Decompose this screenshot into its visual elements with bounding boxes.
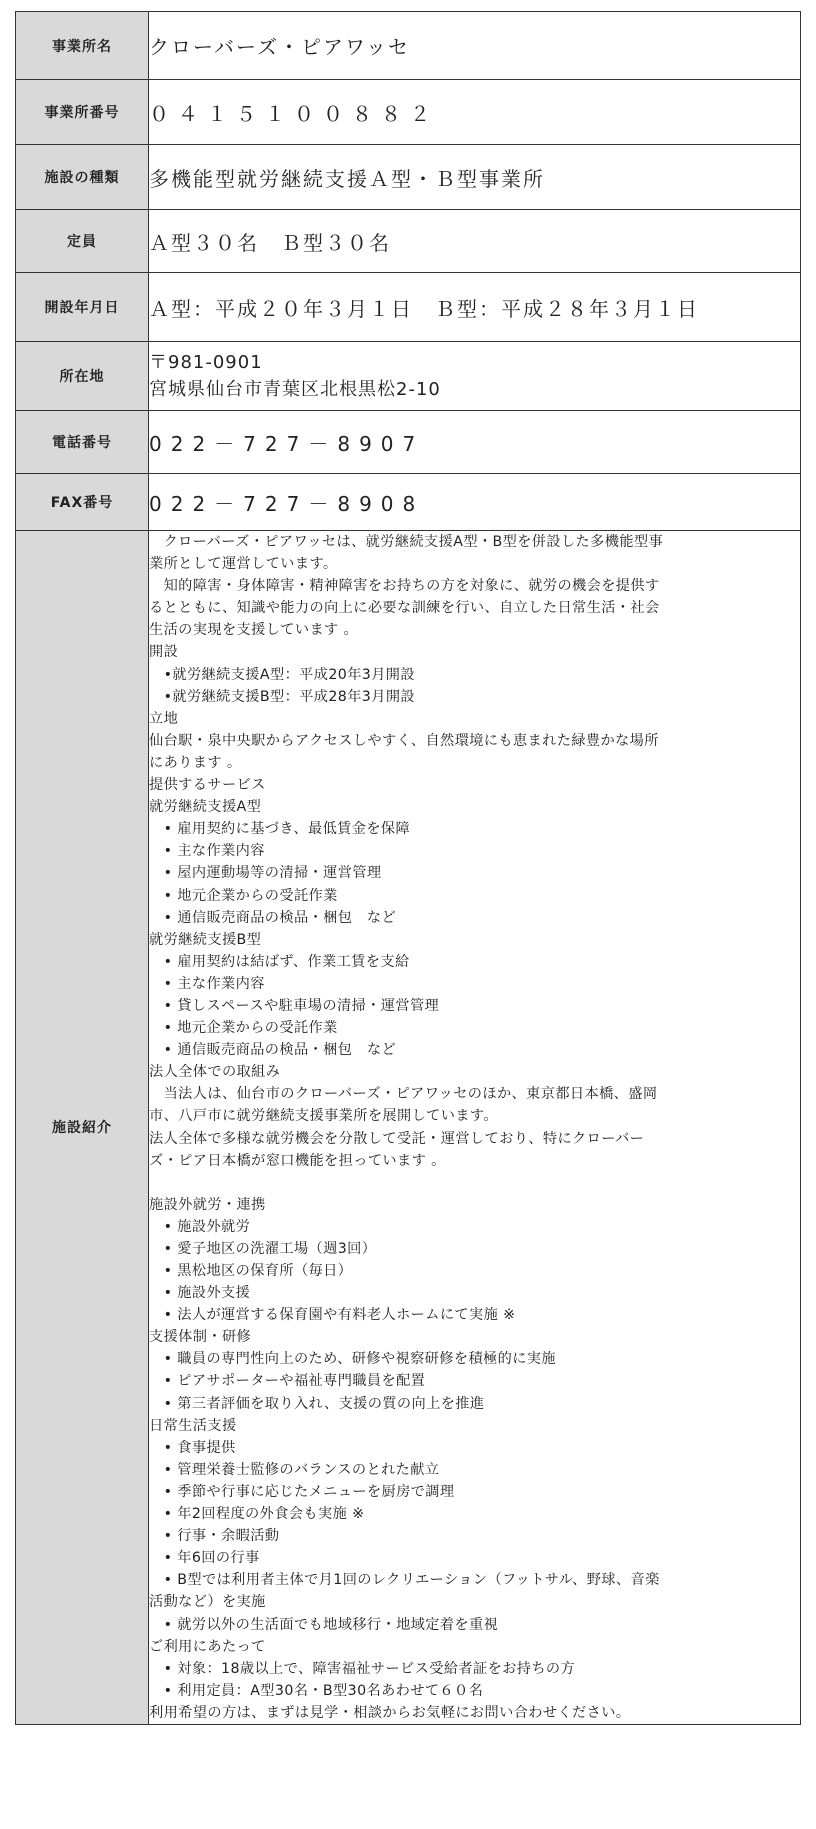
intro-line: 開設 bbox=[149, 644, 179, 661]
value-facility-name: クローバーズ・ピアワッセ bbox=[149, 12, 801, 80]
value-facility-type: 多機能型就労継続支援Ａ型・Ｂ型事業所 bbox=[149, 145, 801, 210]
intro-line: 活動など）を実施 bbox=[149, 1594, 266, 1611]
intro-line: 法人全体での取組み bbox=[149, 1064, 281, 1081]
intro-line: • 就労以外の生活面でも地域移行・地域定着を重視 bbox=[149, 1616, 499, 1633]
introduction-text bbox=[149, 531, 801, 1725]
intro-line: • 地元企業からの受託作業 bbox=[149, 1020, 338, 1037]
intro-line: るとともに、知識や能力の向上に必要な訓練を行い、自立した日常生活・社会 bbox=[149, 600, 660, 617]
value-address bbox=[149, 342, 801, 411]
intro-line: • 年6回の行事 bbox=[149, 1550, 260, 1567]
intro-line: • 施設外就労 bbox=[149, 1218, 251, 1235]
label-opened-date: 開設年月日 bbox=[16, 273, 149, 342]
intro-line: 施設外就労・連携 bbox=[149, 1196, 266, 1213]
intro-line: 業所として運営しています。 bbox=[149, 556, 338, 573]
intro-line: • 通信販売商品の検品・梱包 など bbox=[149, 909, 397, 926]
intro-line: 市、八戸市に就労継続支援事業所を展開しています。 bbox=[149, 1108, 498, 1125]
intro-line: ズ・ピア日本橋が窓口機能を担っています 。 bbox=[149, 1152, 446, 1169]
intro-line: • 通信販売商品の検品・梱包 など bbox=[149, 1042, 397, 1059]
intro-line: 知的障害・身体障害・精神障害をお持ちの方を対象に、就労の機会を提供す bbox=[149, 578, 660, 595]
label-introduction: 施設紹介 bbox=[16, 531, 149, 1725]
row-introduction bbox=[16, 531, 801, 1725]
intro-line: 就労継続支援A型 bbox=[149, 799, 262, 816]
intro-line bbox=[149, 1172, 800, 1194]
intro-line: • 主な作業内容 bbox=[149, 843, 265, 860]
row-facility-number bbox=[16, 80, 801, 145]
row-address bbox=[16, 342, 801, 411]
intro-line: 法人全体で多様な就労機会を分散して受託・運営しており、特にクローバー bbox=[149, 1130, 645, 1147]
intro-line: 立地 bbox=[149, 710, 179, 727]
intro-line: • 地元企業からの受託作業 bbox=[149, 887, 338, 904]
intro-line: • 貸しスペースや駐車場の清掃・運営管理 bbox=[149, 997, 440, 1014]
intro-line: 生活の実現を支援しています 。 bbox=[149, 622, 359, 639]
intro-line: 仙台駅・泉中央駅からアクセスしやすく、自然環境にも恵まれた緑豊かな場所 bbox=[149, 732, 659, 749]
row-opened-date bbox=[16, 273, 801, 342]
intro-line: • 屋内運動場等の清掃・運営管理 bbox=[149, 865, 382, 882]
intro-line: ご利用にあたって bbox=[149, 1638, 266, 1655]
intro-line: 利用希望の方は、まずは見学・相談からお気軽にお問い合わせください。 bbox=[149, 1704, 631, 1721]
intro-line: 当法人は、仙台市のクローバーズ・ピアワッセのほか、東京都日本橋、盛岡 bbox=[149, 1086, 658, 1103]
value-capacity: Ａ型３０名 Ｂ型３０名 bbox=[149, 210, 801, 273]
value-opened-date: Ａ型：平成２０年３月１日 Ｂ型：平成２８年３月１日 bbox=[149, 273, 801, 342]
intro-line: • 愛子地区の洗濯工場（週3回） bbox=[149, 1240, 377, 1257]
intro-line: • 第三者評価を取り入れ、支援の質の向上を推進 bbox=[149, 1395, 485, 1412]
intro-line: • 黒松地区の保育所（毎日） bbox=[149, 1263, 353, 1279]
intro-line: • 法人が運営する保育園や有料老人ホームにて実施 ※ bbox=[149, 1307, 516, 1324]
intro-line: • 利用定員：A型30名・B型30名あわせて６０名 bbox=[149, 1682, 484, 1699]
intro-line: 提供するサービス bbox=[149, 777, 266, 794]
intro-line: 支援体制・研修 bbox=[149, 1329, 252, 1346]
label-facility-number: 事業所番号 bbox=[16, 80, 149, 145]
intro-line: にあります 。 bbox=[149, 754, 242, 771]
row-facility-type bbox=[16, 145, 801, 210]
intro-line: • 管理栄養士監修のバランスのとれた献立 bbox=[149, 1461, 440, 1478]
intro-line: • B型では利用者主体で月1回のレクリエーション（フットサル、野球、音楽 bbox=[149, 1572, 660, 1589]
value-facility-number: ０４１５１００８８２ bbox=[149, 80, 801, 145]
intro-line: •就労継続支援B型：平成28年3月開設 bbox=[149, 688, 415, 705]
postal-code: 〒981-0901 bbox=[149, 352, 263, 373]
intro-line: 日常生活支援 bbox=[149, 1417, 237, 1434]
value-fax: 022－727－8908 bbox=[149, 474, 801, 531]
label-facility-type: 施設の種類 bbox=[16, 145, 149, 210]
label-capacity: 定員 bbox=[16, 210, 149, 273]
intro-line: 就労継続支援B型 bbox=[149, 931, 262, 948]
facility-info-table bbox=[15, 11, 801, 1725]
intro-line: • 雇用契約は結ばず、作業工賃を支給 bbox=[149, 953, 410, 970]
intro-line: • 年2回程度の外食会も実施 ※ bbox=[149, 1506, 365, 1523]
row-facility-name bbox=[16, 12, 801, 80]
intro-line: •就労継続支援A型：平成20年3月開設 bbox=[149, 666, 415, 683]
intro-line: • 雇用契約に基づき、最低賃金を保障 bbox=[149, 821, 411, 838]
label-tel: 電話番号 bbox=[16, 411, 149, 474]
intro-line: • 食事提供 bbox=[149, 1439, 236, 1456]
intro-line: • 行事・余暇活動 bbox=[149, 1528, 280, 1545]
intro-line: • 主な作業内容 bbox=[149, 975, 265, 992]
intro-line: • ピアサポーターや福祉専門職員を配置 bbox=[149, 1373, 426, 1390]
address-line: 宮城県仙台市青葉区北根黒松2-10 bbox=[149, 379, 441, 400]
label-facility-name: 事業所名 bbox=[16, 12, 149, 80]
row-capacity bbox=[16, 210, 801, 273]
label-address: 所在地 bbox=[16, 342, 149, 411]
label-fax: FAX番号 bbox=[16, 474, 149, 531]
intro-line: • 施設外支援 bbox=[149, 1285, 251, 1302]
intro-line: • 職員の専門性向上のため、研修や視察研修を積極的に実施 bbox=[149, 1351, 556, 1368]
value-tel: 022－727－8907 bbox=[149, 411, 801, 474]
intro-line: • 対象：18歳以上で、障害福祉サービス受給者証をお持ちの方 bbox=[149, 1660, 576, 1677]
intro-line: クローバーズ・ピアワッセは、就労継続支援A型・B型を併設した多機能型事 bbox=[149, 534, 664, 550]
intro-line: • 季節や行事に応じたメニューを厨房で調理 bbox=[149, 1483, 455, 1500]
row-fax bbox=[16, 474, 801, 531]
row-tel bbox=[16, 411, 801, 474]
